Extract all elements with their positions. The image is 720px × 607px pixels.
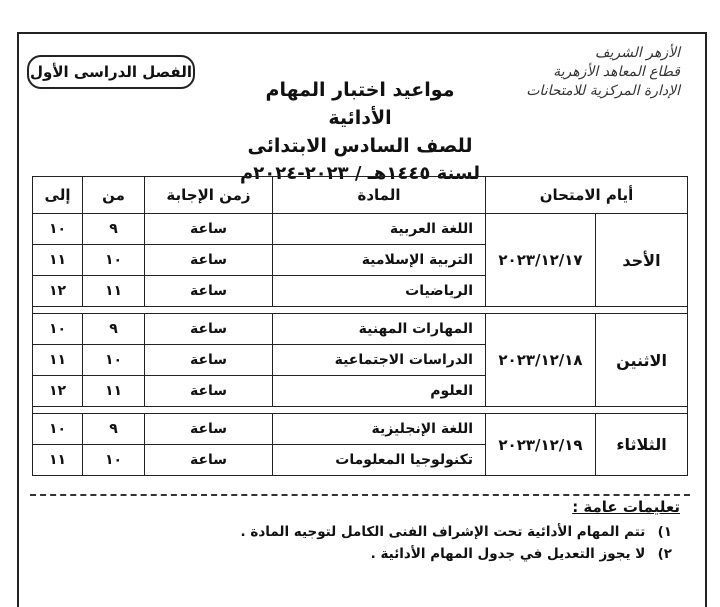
duration-cell: ساعة	[145, 214, 273, 245]
to-cell: ١٢	[33, 276, 83, 307]
header-exam-days: أيام الامتحان	[486, 177, 688, 214]
to-cell: ١٠	[33, 414, 83, 445]
from-cell: ١١	[83, 276, 145, 307]
table-row	[33, 314, 688, 345]
header-duration: زمن الإجابة	[145, 177, 273, 214]
table-row	[33, 414, 688, 445]
subject-cell: الدراسات الاجتماعية	[273, 345, 486, 376]
to-cell: ١٠	[33, 314, 83, 345]
header-subject: المادة	[273, 177, 486, 214]
org-line-2: قطاع المعاهد الأزهرية	[553, 64, 680, 80]
duration-cell: ساعة	[145, 345, 273, 376]
day-cell: الأحد	[596, 214, 688, 307]
org-line-3: الإدارة المركزية للامتحانات	[526, 83, 680, 99]
title-line-2: للصف السادس الابتدائى	[247, 135, 473, 157]
date-cell: ٢٠٢٣/١٢/١٨	[486, 314, 596, 407]
title-line-1: مواعيد اختبار المهام الأدائية	[265, 79, 455, 129]
duration-cell: ساعة	[145, 445, 273, 476]
subject-cell: تكنولوجيا المعلومات	[273, 445, 486, 476]
duration-cell: ساعة	[145, 276, 273, 307]
group-separator	[33, 307, 688, 314]
to-cell: ١١	[33, 445, 83, 476]
instructions-section	[40, 498, 680, 568]
instruction-text: لا يجوز التعديل في جدول المهام الأدائية .	[370, 546, 646, 562]
duration-cell: ساعة	[145, 376, 273, 407]
divider	[30, 494, 690, 496]
table-row	[33, 214, 688, 245]
document-title	[240, 76, 480, 188]
instruction-number: ١)	[657, 524, 672, 540]
instruction-item	[40, 524, 672, 540]
from-cell: ١٠	[83, 345, 145, 376]
subject-cell: الرياضيات	[273, 276, 486, 307]
instruction-number: ٢)	[657, 546, 672, 562]
instruction-text: تتم المهام الأدائية تحت الإشراف الفنى الكامل لتوجيه المادة .	[240, 524, 646, 540]
instruction-item	[40, 546, 672, 562]
org-line-1: الأزهر الشريف	[595, 45, 680, 61]
to-cell: ١٠	[33, 214, 83, 245]
from-cell: ١٠	[83, 245, 145, 276]
from-cell: ٩	[83, 214, 145, 245]
subject-cell: اللغة الإنجليزية	[273, 414, 486, 445]
from-cell: ٩	[83, 314, 145, 345]
to-cell: ١١	[33, 345, 83, 376]
to-cell: ١١	[33, 245, 83, 276]
duration-cell: ساعة	[145, 314, 273, 345]
header-to: إلى	[33, 177, 83, 214]
table-header-row	[33, 177, 688, 214]
day-cell: الاثنين	[596, 314, 688, 407]
duration-cell: ساعة	[145, 414, 273, 445]
header-from: من	[83, 177, 145, 214]
subject-cell: المهارات المهنية	[273, 314, 486, 345]
instructions-heading: تعليمات عامة :	[572, 498, 680, 516]
subject-cell: التربية الإسلامية	[273, 245, 486, 276]
subject-cell: اللغة العربية	[273, 214, 486, 245]
from-cell: ١١	[83, 376, 145, 407]
from-cell: ٩	[83, 414, 145, 445]
subject-cell: العلوم	[273, 376, 486, 407]
from-cell: ١٠	[83, 445, 145, 476]
duration-cell: ساعة	[145, 245, 273, 276]
date-cell: ٢٠٢٣/١٢/١٧	[486, 214, 596, 307]
organization-header	[450, 44, 680, 101]
schedule-table	[32, 176, 688, 476]
term-label: الفصل الدراسى الأول	[27, 55, 195, 89]
to-cell: ١٢	[33, 376, 83, 407]
day-cell: الثلاثاء	[596, 414, 688, 476]
group-separator	[33, 407, 688, 414]
title-line-3: لسنة ١٤٤٥هـ / ٢٠٢٣-٢٠٢٤م	[240, 163, 480, 184]
date-cell: ٢٠٢٣/١٢/١٩	[486, 414, 596, 476]
